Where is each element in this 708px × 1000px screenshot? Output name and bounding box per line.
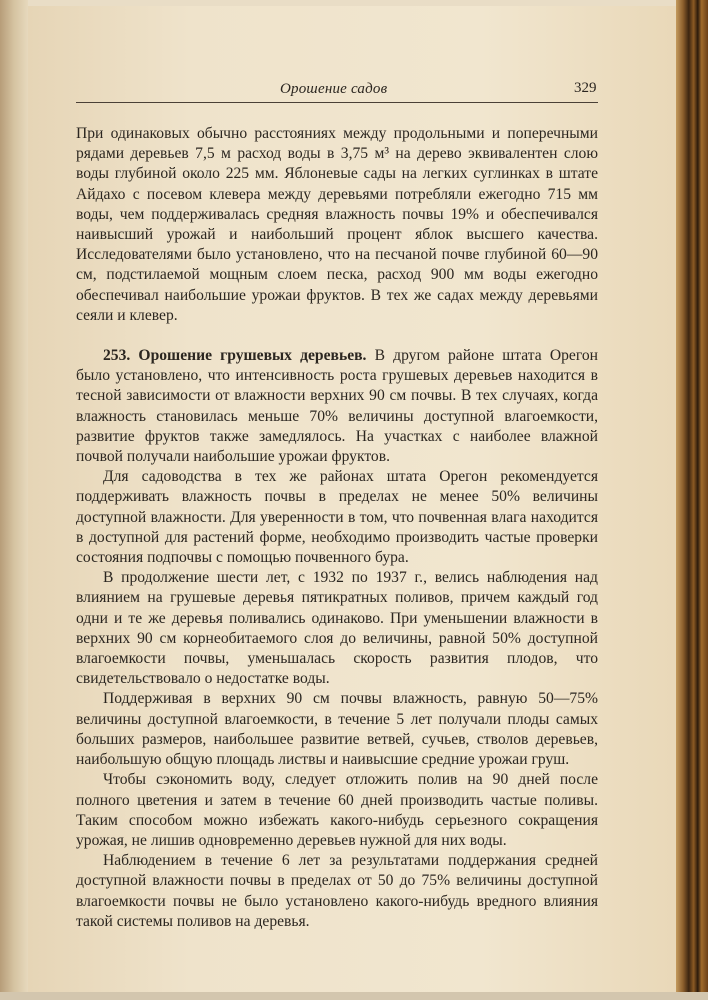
running-title: Орошение садов: [280, 81, 388, 97]
header-rule: [76, 102, 598, 103]
paragraph-2: В другом районе штата Орегон было установлено, что интенсивность роста грушевых деревьев находится в тесной зависимости от влажности верхних 90 см почвы. В тех случаях, когда влажность становилась меньше 70% величины доступной влагоемкости, развитие фруктов также замедлялось. На участках с наиболее влажной почвой получали наибольшие урожаи фруктов.: [76, 347, 599, 466]
paragraph-6: Чтобы сэкономить воду, следует отложить полив на 90 дней после полного цветения и затем в течение 60 дней производить частые поливы. Таким способом можно избежать какого-нибудь серьезного сокращения урожая, не лишив одновременно деревьев нужной для них воды.: [76, 771, 598, 849]
paragraph-3: Для садоводства в тех же районах штата Орегон рекомендуется поддерживать влажность почвы в пределах не менее 50% величины доступной влажности. Для уверенности в том, что почвенная влага находится в доступной для растений форме, необходимо производить частые проверки состояния подпочвы с помощью почвенного бура.: [76, 468, 598, 567]
book-page: [28, 6, 676, 992]
paragraph-4: В продолжение шести лет, с 1932 по 1937 г., велись наблюдения над влиянием на грушевые деревья пятикратных поливов, причем каждый год одни и те же деревья поливались одинаково. При уменьшении влажности в верхних 90 см корнеобитаемого слоя до величины, равной 50% доступной влагоемкости почвы, уменьшалась скорость развития плодов, что свидетельствовало о недостатке воды.: [76, 569, 598, 688]
paragraph-1: При одинаковых обычно расстояниях между продольными и поперечными рядами деревьев 7,5 м расход воды в 3,75 м³ на дерево эквивалентен слою воды глубиной около 225 мм. Яблоневые сады на легких суглинках в штате Айдахо с посевом клевера между деревьями потребляли ежегодно 715 мм воды, чем поддерживалась средняя влажность почвы 19% и обеспечивался наивысший урожай и наибольший процент яблок высшего качества. Исследователями было установлено, что на песчаной почве глубиной 60—90 см, подстилаемой мощным слоем песка, расход 900 мм воды ежегодно обеспечивал наибольшие урожаи фруктов. В тех же садах между деревьями сеяли и клевер.: [76, 125, 598, 324]
scanner-bottom-edge: [0, 992, 708, 1000]
book-spine: [676, 0, 708, 1000]
previous-page-edge: [0, 0, 28, 1000]
section-253-paragraph: [76, 346, 598, 467]
section-title: 253. Орошение грушевых деревьев.: [103, 347, 367, 365]
page-number: 329: [574, 80, 597, 96]
page-header: [28, 78, 676, 104]
paragraph-5: Поддерживая в верхних 90 см почвы влажность, равную 50—75% величины доступной влагоемкости, в течение 5 лет получали плоды самых больших размеров, наибольшее развитие ветвей, сучьев, стволов деревьев, наибольшую общую площадь листвы и наивысшие средние урожаи груш.: [76, 690, 598, 769]
paragraph-7: Наблюдением в течение 6 лет за результатами поддержания средней доступной влажности почвы в пределах от 50 до 75% величины доступной влагоемкости почвы не было установлено какого-нибудь вредного влияния такой системы поливов на деревья.: [76, 852, 598, 930]
body-text: [76, 124, 598, 932]
